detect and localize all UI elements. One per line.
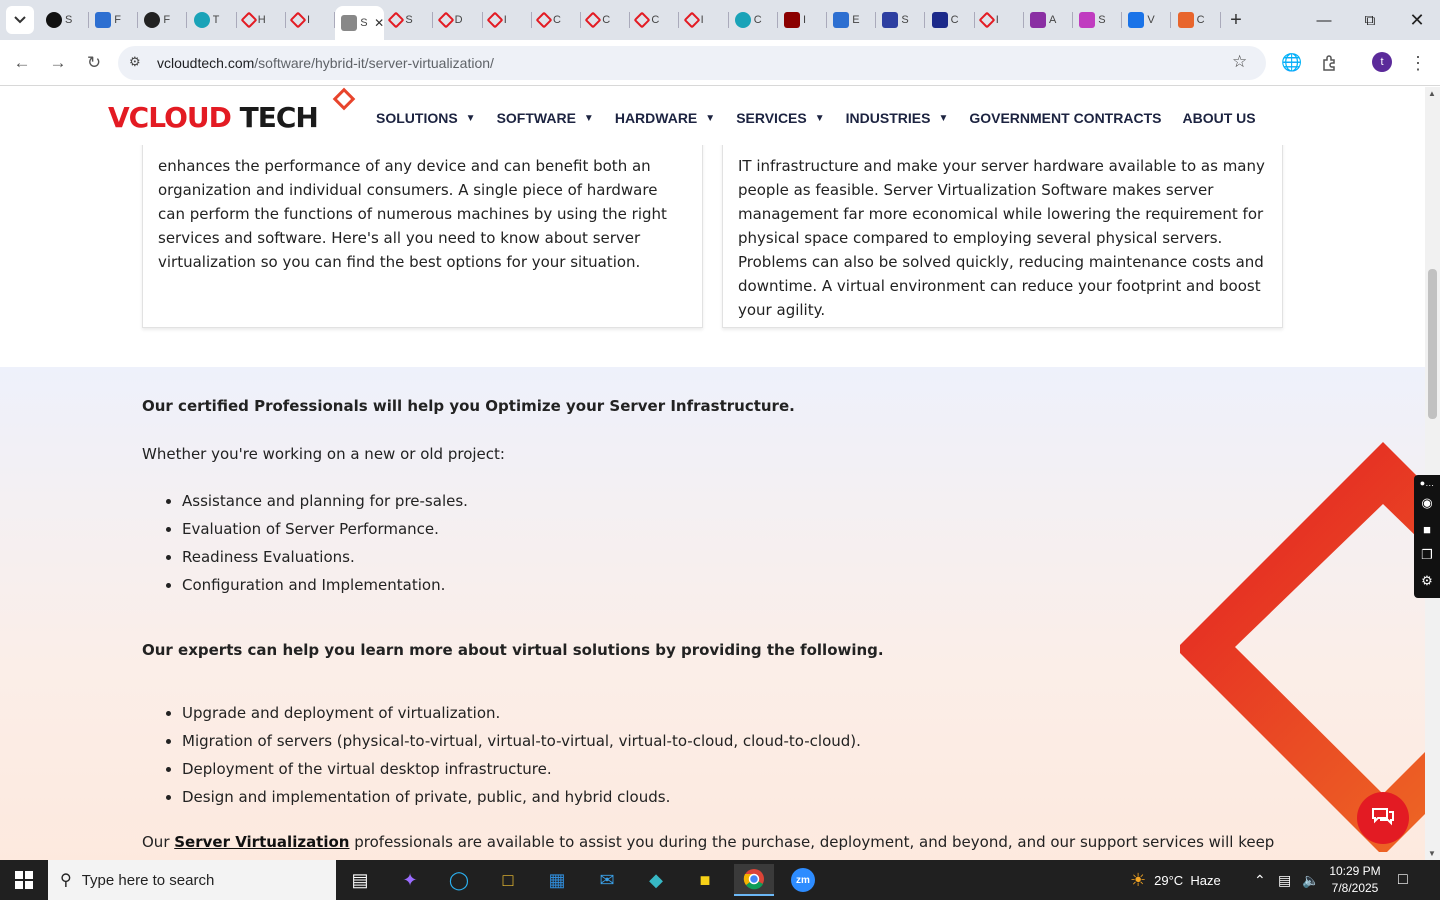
red-diamond-icon [536, 12, 553, 29]
zoom-icon[interactable]: zm [783, 864, 823, 896]
browser-tab[interactable] [630, 6, 679, 34]
network-icon[interactable]: ▤ [1278, 871, 1292, 888]
app-diamond-icon[interactable]: ◆ [649, 869, 663, 890]
red-diamond-icon [388, 12, 405, 29]
browser-tab[interactable] [975, 6, 1024, 34]
show-hidden-icons[interactable]: ⌃ [1254, 871, 1266, 888]
tab-title: I [995, 14, 999, 26]
taskbar-search[interactable] [48, 860, 336, 900]
chat-bubble-icon [1371, 807, 1395, 829]
copilot-icon[interactable]: ✦ [402, 869, 418, 890]
tab-title: C [950, 14, 959, 26]
browser-tab[interactable] [581, 6, 630, 34]
server-virtualization-link[interactable]: Server Virtualization [174, 833, 350, 851]
tab-title: E [852, 14, 860, 26]
red-diamond-icon [585, 12, 602, 29]
tab-title: A [1049, 14, 1057, 26]
caret-down-icon: ▼ [705, 112, 716, 124]
url-host: vcloudtech.com [157, 55, 255, 71]
notifications-icon[interactable]: □ [1398, 871, 1408, 888]
weather-widget[interactable] [1130, 860, 1221, 900]
tab-title: C [602, 14, 611, 26]
tab-strip [0, 0, 1440, 40]
pin-icon[interactable]: ●… [1419, 477, 1435, 488]
settings-icon[interactable]: ⚙ [1421, 573, 1433, 588]
tab-title: C [753, 14, 762, 26]
bookmark-star-icon[interactable]: ☆ [1232, 52, 1248, 71]
tab-search-button[interactable] [6, 6, 34, 34]
site-header [0, 87, 1425, 145]
reload-button[interactable]: ↻ [86, 53, 102, 72]
browser-tab[interactable] [926, 6, 975, 34]
nav-item-industries[interactable] [846, 110, 949, 126]
list-item: • Design and implementation of private, public, and hybrid clouds. [182, 783, 1142, 811]
caret-down-icon: ▼ [583, 112, 594, 124]
browser-tab[interactable] [237, 6, 286, 34]
nav-item-hardware[interactable] [615, 110, 715, 126]
v-logo-icon [784, 12, 800, 28]
red-diamond-icon [290, 12, 307, 29]
purple-dots-icon [1030, 12, 1046, 28]
nav-label: INDUSTRIES [845, 110, 931, 126]
pen-icon [1079, 12, 1095, 28]
wave-icon [95, 12, 111, 28]
browser-tab[interactable] [286, 6, 335, 34]
extensions-icon[interactable] [1315, 49, 1343, 77]
tab-title: S [405, 14, 413, 26]
closing-prefix: Our [142, 833, 175, 851]
card-right [722, 125, 1283, 328]
menu-icon[interactable]: ⋮ [1409, 52, 1427, 73]
red-diamond-icon [240, 12, 257, 29]
browser-tab[interactable] [188, 6, 237, 34]
browser-tab[interactable] [1073, 6, 1122, 34]
caret-down-icon: ▼ [814, 112, 825, 124]
nav-label: SOFTWARE [496, 110, 576, 126]
close-tab-icon[interactable]: ✕ [374, 16, 385, 30]
nav-item-about-us[interactable] [1182, 110, 1255, 126]
tab-title: I [803, 14, 807, 26]
url-text[interactable] [157, 55, 494, 71]
browser-tab[interactable] [335, 6, 384, 40]
teal-dot-icon [194, 12, 210, 28]
tab-title: V [1147, 14, 1155, 26]
list-item: • Readiness Evaluations. [182, 543, 1042, 571]
tab-title: S [901, 14, 909, 26]
nav-label: ABOUT US [1182, 110, 1256, 126]
teal-dot-icon [735, 12, 751, 28]
page-scrollbar[interactable]: ▲ ▼ [1425, 87, 1440, 860]
logo-diamond-icon [333, 88, 356, 111]
card-right-text: IT infrastructure and make your server hardware available to as many people as feasible. Server Virtualization Software makes server management far more economical while lowering the requirement for physical space compared to employing several physical servers. Problems can also be solved quickly, reducing maintenance costs and downtime. A virtual environment can reduce your footprint and boost your agility. [738, 157, 1265, 319]
start-button[interactable] [0, 860, 48, 900]
chat-button[interactable] [1357, 792, 1409, 844]
back-button[interactable]: ← [13, 53, 31, 72]
tab-title: I [700, 14, 704, 26]
caret-down-icon: ▼ [465, 112, 476, 124]
tab-title: C [553, 14, 561, 26]
tab-title: S [360, 17, 368, 29]
browser-tab[interactable] [138, 6, 187, 34]
taskbar-search-placeholder: Type here to search [81, 871, 215, 889]
browser-tab[interactable] [1024, 6, 1073, 34]
browser-tab[interactable] [483, 6, 532, 34]
list-item: • Migration of servers (physical-to-virtual, virtual-to-virtual, virtual-to-cloud, cloud-to-cloud). [182, 727, 1142, 755]
nav-item-services[interactable] [736, 110, 824, 126]
clock-date: 7/8/2025 [1331, 881, 1379, 895]
close-window-button[interactable]: ✕ [1409, 9, 1425, 30]
nav-item-government-contracts[interactable] [969, 110, 1161, 126]
presales-list [142, 487, 1042, 599]
new-tab-button[interactable]: + [1230, 8, 1242, 31]
list-item: • Assistance and planning for pre-sales. [182, 487, 1042, 515]
nav-label: SERVICES [736, 110, 807, 126]
main-nav [376, 110, 1277, 126]
heading-optimize: Our certified Professionals will help you Optimize your Server Infrastructure. [142, 397, 795, 415]
clock-time: 10:29 PM [1329, 864, 1381, 878]
list-item: • Upgrade and deployment of virtualization. [182, 699, 1142, 727]
video-camera-icon[interactable]: ■ [1423, 521, 1431, 537]
nav-item-solutions[interactable] [376, 110, 476, 126]
virtual-solutions-list [142, 699, 1142, 811]
circle-logo-icon [144, 12, 160, 28]
file-explorer-icon[interactable]: □ [502, 869, 514, 890]
card-left [142, 125, 703, 328]
red-diamond-icon [437, 12, 454, 29]
scales-icon [833, 12, 849, 28]
closing-suffix: professionals are available to assist you during the purchase, deployment, and beyond, and our support services will keep [349, 833, 1275, 851]
heading-experts: Our experts can help you learn more about virtual solutions by providing the following. [142, 641, 884, 659]
list-item: • Configuration and Implementation. [182, 571, 1042, 599]
page-icon [341, 15, 357, 31]
browser-tab[interactable] [384, 6, 433, 34]
red-diamond-icon [486, 12, 503, 29]
browser-toolbar [0, 40, 1440, 86]
browser-tab[interactable] [680, 6, 729, 34]
window-icon[interactable]: ❐ [1421, 547, 1433, 562]
tab-title: I [503, 14, 507, 26]
x-logo-icon [932, 12, 948, 28]
browser-tab[interactable] [1172, 6, 1221, 34]
webpage [0, 87, 1425, 860]
profile-avatar[interactable]: t [1372, 52, 1392, 72]
volume-icon[interactable]: 🔈 [1302, 871, 1320, 888]
info-cards [0, 145, 1425, 367]
red-diamond-icon [978, 12, 995, 29]
tab-title: H [257, 14, 266, 26]
red-diamond-icon [634, 12, 651, 29]
list-item: • Deployment of the virtual desktop infrastructure. [182, 755, 1142, 783]
address-bar[interactable] [118, 46, 1266, 80]
browser-tab[interactable] [40, 6, 89, 34]
spiral-icon [46, 12, 62, 28]
site-logo[interactable] [108, 101, 318, 134]
pen-orange-icon [1178, 12, 1194, 28]
browser-tab[interactable] [532, 6, 581, 34]
minimize-button[interactable]: — [1316, 11, 1332, 29]
clock[interactable] [1326, 863, 1384, 897]
tab-title: C [651, 14, 660, 26]
list-item: • Evaluation of Server Performance. [182, 515, 1042, 543]
logo-vcloud: VCLOUD [108, 101, 231, 134]
tab-title: I [307, 14, 311, 26]
mail-icon[interactable]: ✉ [599, 869, 615, 890]
forward-button[interactable]: → [49, 53, 67, 72]
chrome-icon[interactable] [734, 864, 774, 896]
card-left-text: enhances the performance of any device and can benefit both an organization and individual consumers. A single piece of hardware can perform the functions of numerous machines by using the right services and software. Here's all you need to know about server virtualization so you can find the best options for your situation. [158, 157, 667, 271]
wave-blue-icon [1128, 12, 1144, 28]
closing-paragraph [142, 833, 1274, 851]
nav-item-software[interactable] [497, 110, 594, 126]
windows-taskbar [0, 860, 1440, 900]
tab-title: S [1098, 14, 1106, 26]
weather-haze-icon: ☀ [1130, 869, 1147, 890]
store-icon[interactable]: ▦ [548, 869, 566, 890]
intro-text: Whether you're working on a new or old project: [142, 445, 505, 463]
sticky-notes-icon[interactable]: ■ [699, 869, 711, 890]
search-icon: ⚲ [60, 872, 72, 889]
browser-tab[interactable] [827, 6, 876, 34]
browser-tab[interactable] [89, 6, 138, 34]
translate-icon[interactable]: 🌐 [1281, 53, 1303, 72]
logo-tech: TECH [230, 101, 318, 134]
browser-tab[interactable] [778, 6, 827, 34]
edge-icon[interactable]: ◯ [448, 869, 470, 890]
browser-tab[interactable] [876, 6, 925, 34]
red-diamond-icon [683, 12, 700, 29]
task-view-icon[interactable]: ▤ [351, 869, 369, 890]
tab-title: C [1196, 14, 1205, 26]
caret-down-icon: ▼ [938, 112, 949, 124]
url-path: /software/hybrid-it/server-virtualization/ [254, 55, 494, 71]
tab-title: S [65, 14, 73, 26]
tab-title: D [454, 14, 463, 26]
tab-title: T [212, 14, 220, 26]
scrollbar-thumb[interactable] [1428, 269, 1437, 419]
tab-title: F [163, 14, 171, 26]
screen-capture-toolbar [1414, 475, 1440, 598]
site-info-icon[interactable]: ⚙ [129, 54, 141, 69]
maximize-button[interactable]: ⧉ [1364, 11, 1376, 29]
decorative-diamond-icon [1180, 442, 1425, 852]
tab-title: F [114, 14, 121, 26]
services-section [0, 367, 1425, 860]
windows-logo-icon [15, 871, 33, 889]
camera-icon[interactable]: ◉ [1421, 495, 1433, 510]
browser-tab[interactable] [1122, 6, 1171, 34]
nav-label: HARDWARE [614, 110, 698, 126]
browser-tab[interactable] [434, 6, 483, 34]
check-icon [882, 12, 898, 28]
weather-text: 29°C Haze [1154, 872, 1221, 888]
nav-label: SOLUTIONS [376, 110, 458, 126]
browser-tab[interactable] [729, 6, 778, 34]
nav-label: GOVERNMENT CONTRACTS [969, 110, 1162, 126]
